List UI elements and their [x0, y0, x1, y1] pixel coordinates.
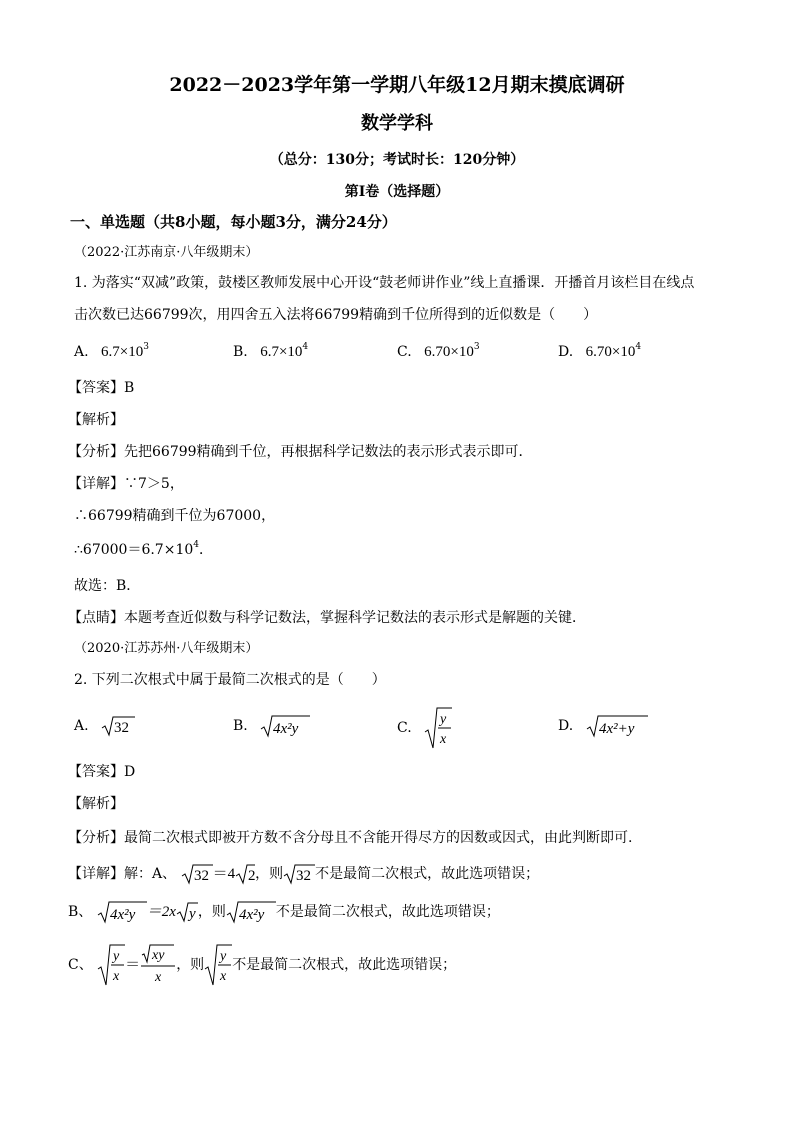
fraction-sqrt-xy-over-x-icon	[140, 943, 176, 987]
q2-option-a	[74, 714, 135, 738]
q2-answer: 【答案】D	[68, 764, 136, 780]
q2-source: （2020·江苏苏州·八年级期末）	[74, 641, 259, 656]
detail-eq: ＝2x	[146, 904, 176, 920]
subject-title: 数学学科	[361, 113, 433, 134]
radical-sign-icon	[204, 943, 232, 987]
q2-option-c	[397, 706, 452, 750]
volume-title: 第Ⅰ卷（选择题）	[344, 184, 450, 200]
detail-text: C、	[68, 957, 93, 973]
q1-source: （2022·江苏南京·八年级期末）	[74, 245, 259, 260]
radical-sign-icon	[97, 943, 125, 987]
radical-sign-icon	[424, 706, 452, 750]
detail-mid: ，则	[176, 957, 205, 973]
q2-option-b	[233, 714, 310, 738]
radicand-den: x	[220, 969, 227, 984]
q1-fenxi: 【分析】先把66799精确到千位，再根据科学记数法的表示形式表示即可．	[68, 444, 533, 460]
detail-eq: ＝	[125, 957, 141, 973]
option-label: A.	[74, 344, 89, 360]
q1-answer: 【答案】B	[68, 380, 135, 396]
option-value: 6.70×10	[424, 344, 474, 360]
radical-sign-icon	[226, 900, 276, 924]
option-label: C.	[397, 720, 412, 736]
sqrt-y-over-x	[424, 706, 452, 750]
option-label: D.	[558, 344, 574, 360]
q1-option-b	[233, 340, 308, 364]
radical-sign-icon	[283, 863, 315, 885]
radicand: 32	[193, 868, 209, 884]
detail-mid: ，则	[255, 866, 284, 882]
detail-text: ∴67000＝6.7×10	[74, 542, 194, 558]
detail-suffix: 不是最简二次根式，故此选项错误；	[232, 957, 457, 973]
radical-sign-icon	[97, 900, 147, 924]
q2-detail-b	[68, 900, 500, 924]
radicand-num: y	[113, 949, 120, 964]
q2-fenxi: 【分析】最简二次根式即被开方数不含分母且不含能开得尽方的因数或因式，由此判断即可.	[68, 830, 633, 846]
radical-sign-icon	[260, 714, 310, 738]
option-label: D.	[558, 718, 574, 734]
detail-mid: ，则	[197, 904, 226, 920]
radicand: 4x²+y	[598, 721, 635, 737]
q2-analysis-tag: 【解析】	[68, 796, 124, 812]
q1-analysis-tag: 【解析】	[68, 412, 124, 428]
q2-option-d	[558, 714, 648, 738]
radicand: 4x²y	[109, 907, 136, 923]
q1-option-d	[558, 340, 641, 364]
section-title: 一、单选题（共8小题，每小题3分，满分24分）	[70, 213, 397, 231]
q1-detail-2: ∴66799精确到千位为67000，	[74, 508, 276, 524]
q2-detail-c	[68, 942, 456, 988]
option-value: 6.7×10	[260, 344, 303, 360]
svg-text:x: x	[155, 970, 162, 985]
option-exp: 3	[143, 342, 149, 352]
svg-text:y: y	[188, 906, 196, 922]
detail-text: B、	[68, 904, 93, 920]
option-label: C.	[397, 344, 412, 360]
detail-suffix: 不是最简二次根式，故此选项错误；	[315, 866, 540, 882]
sqrt-32	[101, 714, 135, 738]
q1-detail-1: 【详解】∵7＞5，	[68, 476, 184, 492]
option-label: B.	[233, 344, 248, 360]
option-label: B.	[233, 718, 248, 734]
radical-sign-icon	[101, 715, 135, 737]
q1-stem-line1: 1. 为落实“双减”政策，鼓楼区教师发展中心开设“鼓老师讲作业”线上直播课．开播首月该栏目在线点	[74, 275, 695, 291]
detail-text: 【详解】解：A、	[68, 866, 177, 882]
radicand: 32	[296, 868, 312, 884]
radicand-den: x	[440, 732, 447, 747]
sqrt-4x2-plus-y	[586, 714, 648, 738]
q2-detail-a	[68, 862, 539, 886]
exam-note: （总分：130分；考试时长：120分钟）	[269, 152, 525, 168]
option-exp: 4	[635, 342, 642, 352]
detail-exp: 4	[193, 540, 199, 550]
radical-sign-icon	[235, 863, 255, 885]
q1-choose: 故选：B．	[74, 578, 141, 594]
exam-title: 2022－2023学年第一学期八年级12月期末摸底调研	[169, 74, 625, 96]
q1-dianjing: 【点睛】本题考查近似数与科学记数法，掌握科学记数法的表示形式是解题的关键．	[68, 610, 586, 626]
radicand-num: y	[220, 949, 227, 964]
q1-detail-3	[74, 540, 213, 560]
radical-sign-icon	[176, 901, 198, 923]
radicand-den: x	[113, 969, 120, 984]
radical-sign-icon	[181, 863, 213, 885]
detail-suffix: 不是最简二次根式，故此选项错误；	[275, 904, 500, 920]
svg-text:xy: xy	[152, 948, 165, 963]
q2-stem: 2. 下列二次根式中属于最简二次根式的是（ ）	[74, 672, 386, 688]
radicand: 4x²y	[238, 907, 265, 923]
option-value: 6.70×10	[585, 344, 636, 360]
q1-option-a	[74, 340, 149, 364]
option-exp: 4	[302, 342, 309, 352]
radicand: 32	[114, 720, 130, 736]
option-value: 6.7×10	[101, 344, 144, 360]
q1-option-c	[397, 340, 480, 364]
sqrt-4x2y	[260, 714, 310, 738]
option-label: A.	[74, 718, 89, 734]
detail-text-end: ．	[199, 542, 213, 558]
radicand: 4x²y	[273, 721, 299, 737]
detail-eq: ＝4	[212, 866, 236, 882]
svg-text:2: 2	[248, 868, 256, 884]
radicand-num: y	[440, 712, 447, 727]
option-exp: 3	[473, 342, 480, 352]
q1-stem-line2: 击次数已达66799次，用四舍五入法将66799精确到千位所得到的近似数是（ ）	[74, 307, 598, 323]
radical-sign-icon	[586, 714, 648, 738]
